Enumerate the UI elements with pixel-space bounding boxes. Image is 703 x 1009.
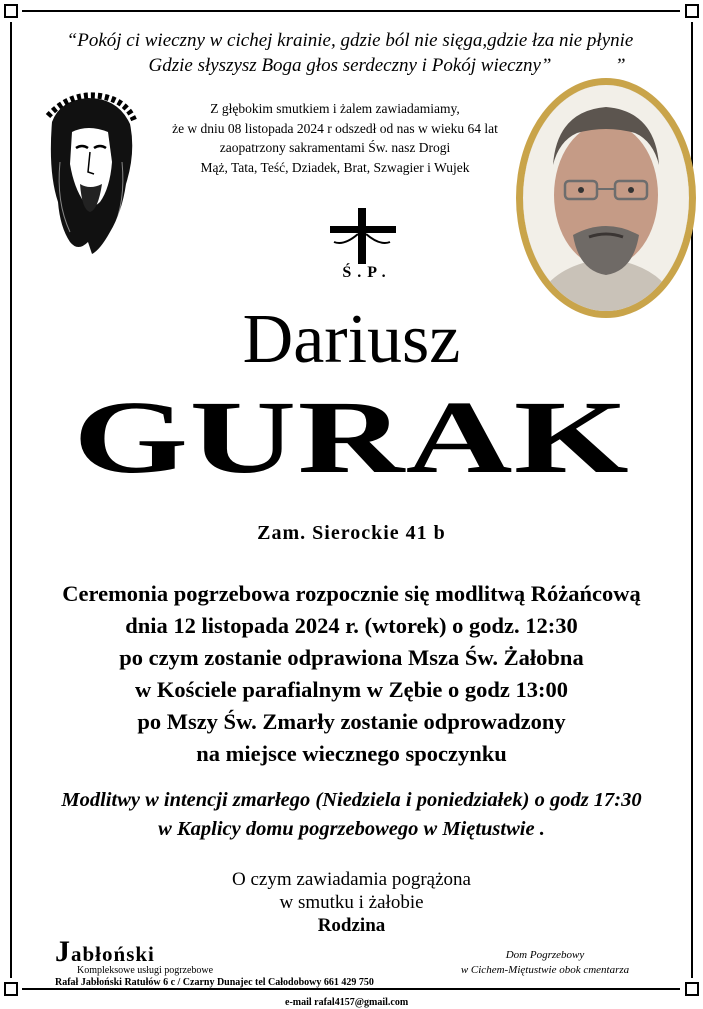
frame-corner-tr — [685, 4, 699, 18]
prayers-info — [0, 786, 703, 844]
frame-top — [22, 10, 680, 12]
announcement — [140, 99, 530, 177]
ceremony-line-2: dnia 12 listopada 2024 r. (wtorek) o godz. 12:30 — [125, 613, 578, 638]
family-signature: Rodzina — [317, 915, 386, 936]
ceremony-line-3: po czym zostanie odprawiona Msza Św. Żałobna — [119, 645, 584, 670]
announcement-line-1: Z głębokim smutkiem i żalem zawiadamiamy, — [210, 101, 460, 116]
address: Zam. Sierockie 41 b — [257, 522, 446, 544]
portrait-photo — [516, 78, 696, 318]
frame-corner-br — [685, 982, 699, 996]
quote-line-2-text: Gdzie słyszysz Boga głos serdeczny i Pokój wieczny” — [148, 55, 552, 76]
family-line-2: w smutku i żałobie — [279, 892, 424, 913]
quote-line-2 — [40, 53, 660, 78]
christ-image — [30, 92, 140, 257]
quote-line-1: “Pokój ci wieczny w cichej krainie, gdzie ból nie sięga,gdzie łza nie płynie — [66, 30, 634, 51]
logo-name — [55, 935, 408, 969]
funeral-home-logo — [55, 935, 408, 1009]
home-line-1: Dom Pogrzebowy — [505, 949, 585, 961]
announcement-line-2: że w dniu 08 listopada 2024 r odszedł od nas w wieku 64 lat — [172, 120, 498, 136]
funeral-home-location — [440, 948, 650, 978]
ceremony-line-6: na miejsce wiecznego spoczynku — [196, 741, 507, 766]
funeral-home-email: e-mail rafal4157@gmail.com — [285, 997, 409, 1008]
cross-icon — [324, 206, 404, 266]
frame-corner-tl — [4, 4, 18, 18]
prayers-line-2: w Kaplicy domu pogrzebowego w Miętustwie . — [158, 818, 545, 840]
logo-tagline: Kompleksowe usługi pogrzebowe — [77, 965, 214, 976]
ceremony-line-4: w Kościele parafialnym w Zębie o godz 13:00 — [134, 677, 569, 702]
sp-label: Ś.P. — [342, 264, 392, 281]
ceremony-details — [0, 578, 703, 770]
family-line-1: O czym zawiadamia pogrążona — [232, 869, 471, 890]
portrait-drawing — [523, 85, 689, 311]
quote-closing-mark: ” — [615, 55, 626, 76]
announcement-line-3: zaopatrzony sakramentami Św. nasz Drogi — [219, 140, 451, 155]
last-name: GURAK — [73, 380, 631, 495]
announcement-line-4: Mąż, Tata, Teść, Dziadek, Brat, Szwagier i Wujek — [200, 159, 470, 175]
opening-quote — [40, 28, 660, 78]
family-notice — [0, 868, 703, 937]
christ-drawing — [30, 92, 140, 257]
logo-initial: J — [55, 935, 71, 968]
frame-corner-bl — [4, 982, 18, 996]
logo-rest: abłoński — [71, 942, 155, 966]
prayers-line-1: Modlitwy w intencji zmarłego (Niedziela i poniedziałek) o godz 17:30 — [61, 789, 642, 811]
funeral-home-address: Rafał Jabłoński Ratułów 6 c / Czarny Dunajec tel Całodobowy 661 429 750 — [55, 977, 374, 988]
first-name: Dariusz — [242, 301, 461, 378]
ceremony-line-5: po Mszy Św. Zmarły zostanie odprowadzony — [137, 709, 566, 734]
home-line-2: w Cichem-Miętustwie obok cmentarza — [460, 964, 630, 976]
ceremony-line-1: Ceremonia pogrzebowa rozpocznie się modlitwą Różańcową — [62, 581, 641, 606]
